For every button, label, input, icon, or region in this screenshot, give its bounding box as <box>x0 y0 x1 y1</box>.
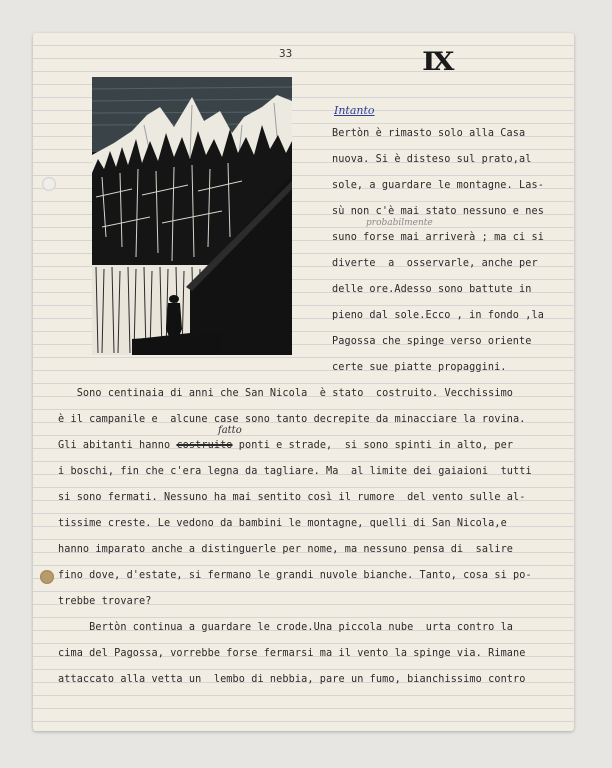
woodcut-illustration <box>92 77 292 355</box>
text-segment: ponti e strade, si sono spinti in alto, per <box>232 440 514 451</box>
text-line: è il campanile e alcune case sono tanto decrepite da minacciare la rovina. <box>58 414 526 425</box>
chapter-numeral: IX <box>422 47 451 76</box>
text-line: Bertòn continua a guardare le crode.Una piccola nube urta contro la <box>58 622 514 633</box>
pencil-insert-probabilmente: probabilmente <box>366 218 433 228</box>
text-line: Pagossa che spinge verso oriente <box>332 336 532 347</box>
text-line: attaccato alla vetta un lembo di nebbia, pare un fumo, bianchissimo contro <box>58 674 526 685</box>
text-line: Bertòn è rimasto solo alla Casa <box>332 128 526 139</box>
punch-hole-reinforced <box>40 570 54 584</box>
text-line <box>58 440 513 451</box>
text-line: nuova. Si è disteso sul prato,al <box>332 154 532 165</box>
text-line: tissime creste. Le vedono da bambini le montagne, quelli di San Nicola,e <box>58 518 507 529</box>
handwritten-fatto: fatto <box>218 425 242 436</box>
text-segment: Gli abitanti hanno <box>58 440 177 451</box>
text-line: sù non c'è mai stato nessuno e nes <box>332 206 544 217</box>
text-line: certe sue piatte propaggini. <box>332 362 507 373</box>
text-line: suno forse mai arriverà ; ma ci si <box>332 232 544 243</box>
text-line: sole, a guardare le montagne. Las- <box>332 180 544 191</box>
text-line: hanno imparato anche a distinguerle per nome, ma nessuno pensa di salire <box>58 544 514 555</box>
text-line: fino dove, d'estate, si fermano le grandi nuvole bianche. Tanto, cosa si po- <box>58 570 532 581</box>
text-line: diverte a osservarle, anche per <box>332 258 538 269</box>
text-line: i boschi, fin che c'era legna da tagliare. Ma al limite dei gaiaioni tutti <box>58 466 532 477</box>
punch-hole <box>42 177 56 191</box>
struck-word: costruito <box>176 440 233 451</box>
text-line: si sono fermati. Nessuno ha mai sentito così il rumore del vento sulle al- <box>58 492 526 503</box>
text-line: Sono centinaia di anni che San Nicola è stato costruito. Vecchissimo <box>58 388 514 399</box>
page-number: 33 <box>279 47 293 60</box>
text-line: delle ore.Adesso sono battute in <box>332 284 532 295</box>
text-line: cima del Pagossa, vorrebbe forse fermarsi ma il vento la spinge via. Rimane <box>58 648 526 659</box>
text-line: trebbe trovare? <box>58 596 152 607</box>
text-line: pieno dal sole.Ecco , in fondo ,la <box>332 310 544 321</box>
handwritten-intanto: Intanto <box>334 104 375 117</box>
